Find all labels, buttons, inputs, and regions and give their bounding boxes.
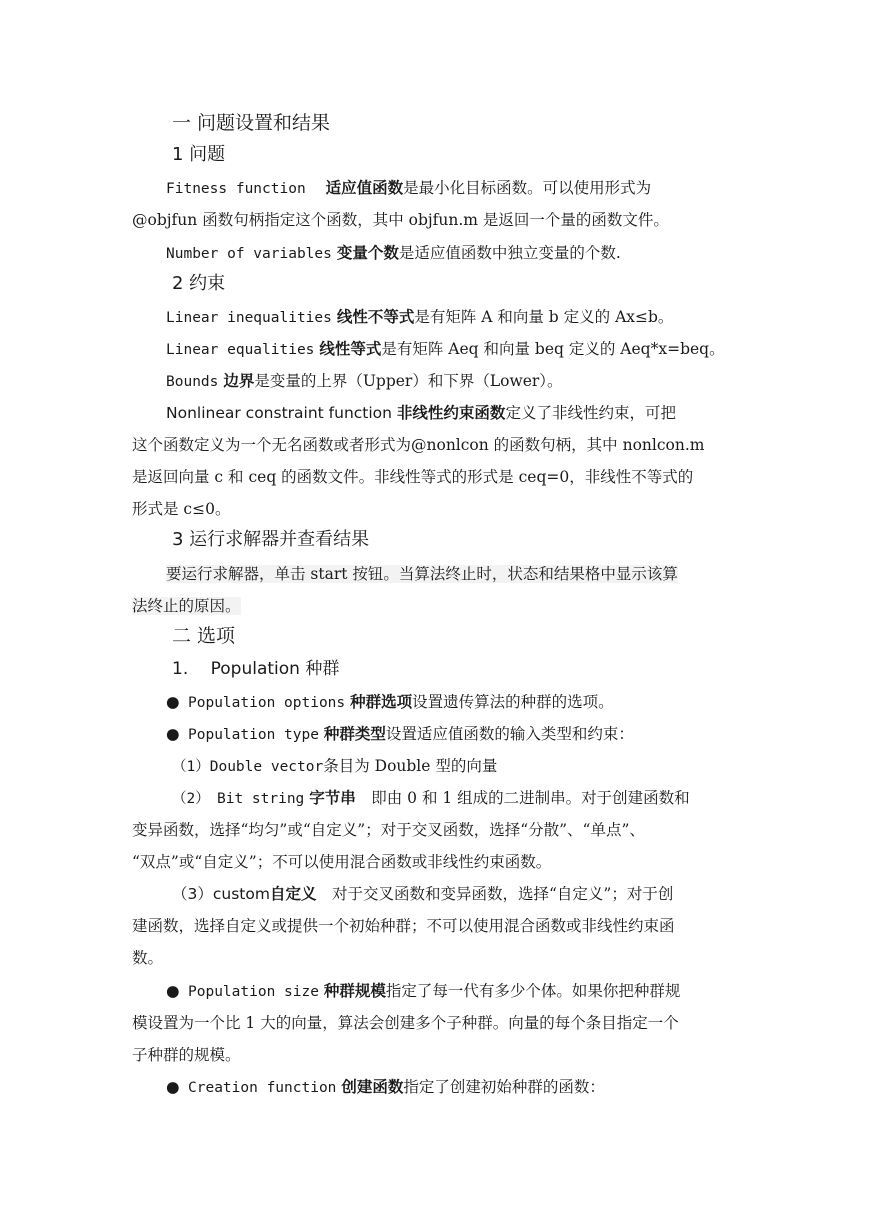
term-creation: Creation function	[188, 1080, 337, 1096]
paragraph-fitness	[166, 178, 651, 199]
bullet-pop-type	[166, 724, 634, 745]
desc-bit-string: 即由 0 和 1 组成的二进制串。对于创建函数和	[355, 789, 690, 807]
subheading-problem: 1 问题	[172, 144, 226, 165]
subheading-constraints: 2 约束	[172, 273, 226, 294]
run-text-l2: 法终止的原因。	[132, 597, 241, 615]
paragraph-nonlin	[166, 403, 676, 423]
bullet-icon: ●	[166, 1078, 180, 1096]
bullet-icon: ●	[166, 693, 180, 711]
section-heading-options: 二 选项	[172, 625, 236, 647]
paragraph-run-l2	[132, 596, 241, 616]
term-bounds: Bounds	[166, 374, 219, 390]
paragraph-nonlin-l3: 是返回向量 c 和 ceq 的函数文件。非线性等式的形式是 ceq=0，非线性不等式的	[132, 468, 694, 486]
term-numvars: Number of variables	[166, 246, 332, 262]
item-bit-string	[172, 788, 690, 809]
bullet-creation	[166, 1077, 605, 1098]
paragraph-lin-eq	[166, 339, 725, 360]
item-bit-string-l2: 变异函数，选择“均匀”或“自定义”；对于交叉函数，选择“分散”、“单点”、	[132, 821, 645, 839]
bullet-pop-size	[166, 981, 680, 1002]
desc-pop-type: 设置适应值函数的输入类型和约束：	[385, 725, 634, 743]
paragraph-nonlin-l2: 这个函数定义为一个无名函数或者形式为@nonlcon 的函数句柄，其中 nonlcon.m	[132, 436, 705, 454]
paragraph-nonlin-l4: 形式是 c≤0。	[132, 500, 231, 518]
item-custom-l2: 建函数，选择自定义或提供一个初始种群；不可以使用混合函数或非线性约束函	[132, 917, 675, 935]
bullet-icon: ●	[166, 982, 180, 1000]
cn-creation: 创建函数	[341, 1078, 404, 1096]
bullet-pop-options	[166, 692, 614, 713]
desc-nonlin: 定义了非线性约束，可把	[505, 404, 676, 422]
item-bit-string-l3: “双点”或“自定义”；不可以使用混合函数或非线性约束函数。	[132, 853, 552, 871]
cn-pop-type: 种群类型	[323, 725, 386, 743]
desc-custom: 对于交叉函数和变异函数，选择“自定义”；对于创	[316, 885, 674, 903]
item-custom	[172, 884, 673, 904]
prefix-double-vector: （1）Double vector	[172, 759, 324, 775]
cn-lin-eq: 线性等式	[319, 340, 382, 358]
cn-bounds: 边界	[223, 372, 255, 390]
cn-pop-options: 种群选项	[350, 693, 413, 711]
subheading-population: 1. Population 种群	[172, 659, 340, 679]
desc-creation: 指定了创建初始种群的函数：	[403, 1078, 605, 1096]
term-pop-size: Population size	[188, 984, 319, 1000]
term-pop-type: Population type	[188, 727, 319, 743]
item-custom-l3: 数。	[132, 949, 164, 967]
desc-numvars: 是适应值函数中独立变量的个数.	[398, 244, 621, 262]
bullet-icon: ●	[166, 725, 180, 743]
term-nonlin: Nonlinear constraint function	[166, 404, 392, 422]
desc-double-vector: 条目为 Double 型的向量	[323, 757, 498, 775]
desc-lin-ineq: 是有矩阵 A 和向量 b 定义的 Ax≤b。	[414, 308, 674, 326]
subheading-run: 3 运行求解器并查看结果	[172, 529, 370, 550]
paragraph-lin-ineq	[166, 307, 673, 328]
term-pop-options: Population options	[188, 695, 346, 711]
cn-lin-ineq: 线性不等式	[336, 308, 415, 326]
prefix-bit-string: （2） Bit string	[172, 791, 305, 807]
paragraph-fitness-cont: @objfun 函数句柄指定这个函数，其中 objfun.m 是返回一个量的函数文件。	[132, 211, 669, 229]
term-lin-eq: Linear equalities	[166, 342, 315, 358]
term-fitness: Fitness function	[166, 181, 306, 197]
desc-lin-eq: 是有矩阵 Aeq 和向量 beq 定义的 Aeq*x=beq。	[381, 340, 725, 358]
prefix-custom: （3）custom	[172, 885, 270, 903]
desc-pop-options: 设置遗传算法的种群的选项。	[412, 693, 614, 711]
section-heading-problem: 一 问题设置和结果	[172, 112, 331, 134]
cn-custom: 自定义	[269, 885, 317, 903]
desc-pop-size: 指定了每一代有多少个体。如果你把种群规	[385, 982, 681, 1000]
cn-nonlin: 非线性约束函数	[396, 404, 506, 422]
term-lin-ineq: Linear inequalities	[166, 310, 332, 326]
cn-numvars: 变量个数	[336, 244, 399, 262]
paragraph-bounds	[166, 371, 563, 392]
paragraph-numvars	[166, 243, 621, 264]
item-double-vector	[172, 756, 497, 777]
cn-pop-size: 种群规模	[323, 982, 386, 1000]
desc-bounds: 是变量的上界（Upper）和下界（Lower）。	[254, 372, 563, 390]
bullet-pop-size-l3: 子种群的规模。	[132, 1046, 241, 1064]
cn-fitness: 适应值函数	[325, 179, 404, 197]
run-text-l1: 要运行求解器，单击 start 按钮。当算法终止时，状态和结果格中显示该算	[166, 565, 678, 583]
cn-bit-string: 字节串	[309, 789, 356, 807]
desc-fitness: 是最小化目标函数。可以使用形式为	[403, 179, 652, 197]
bullet-pop-size-l2: 模设置为一个比 1 大的向量，算法会创建多个子种群。向量的每个条目指定一个	[132, 1014, 679, 1032]
paragraph-run	[166, 564, 678, 584]
